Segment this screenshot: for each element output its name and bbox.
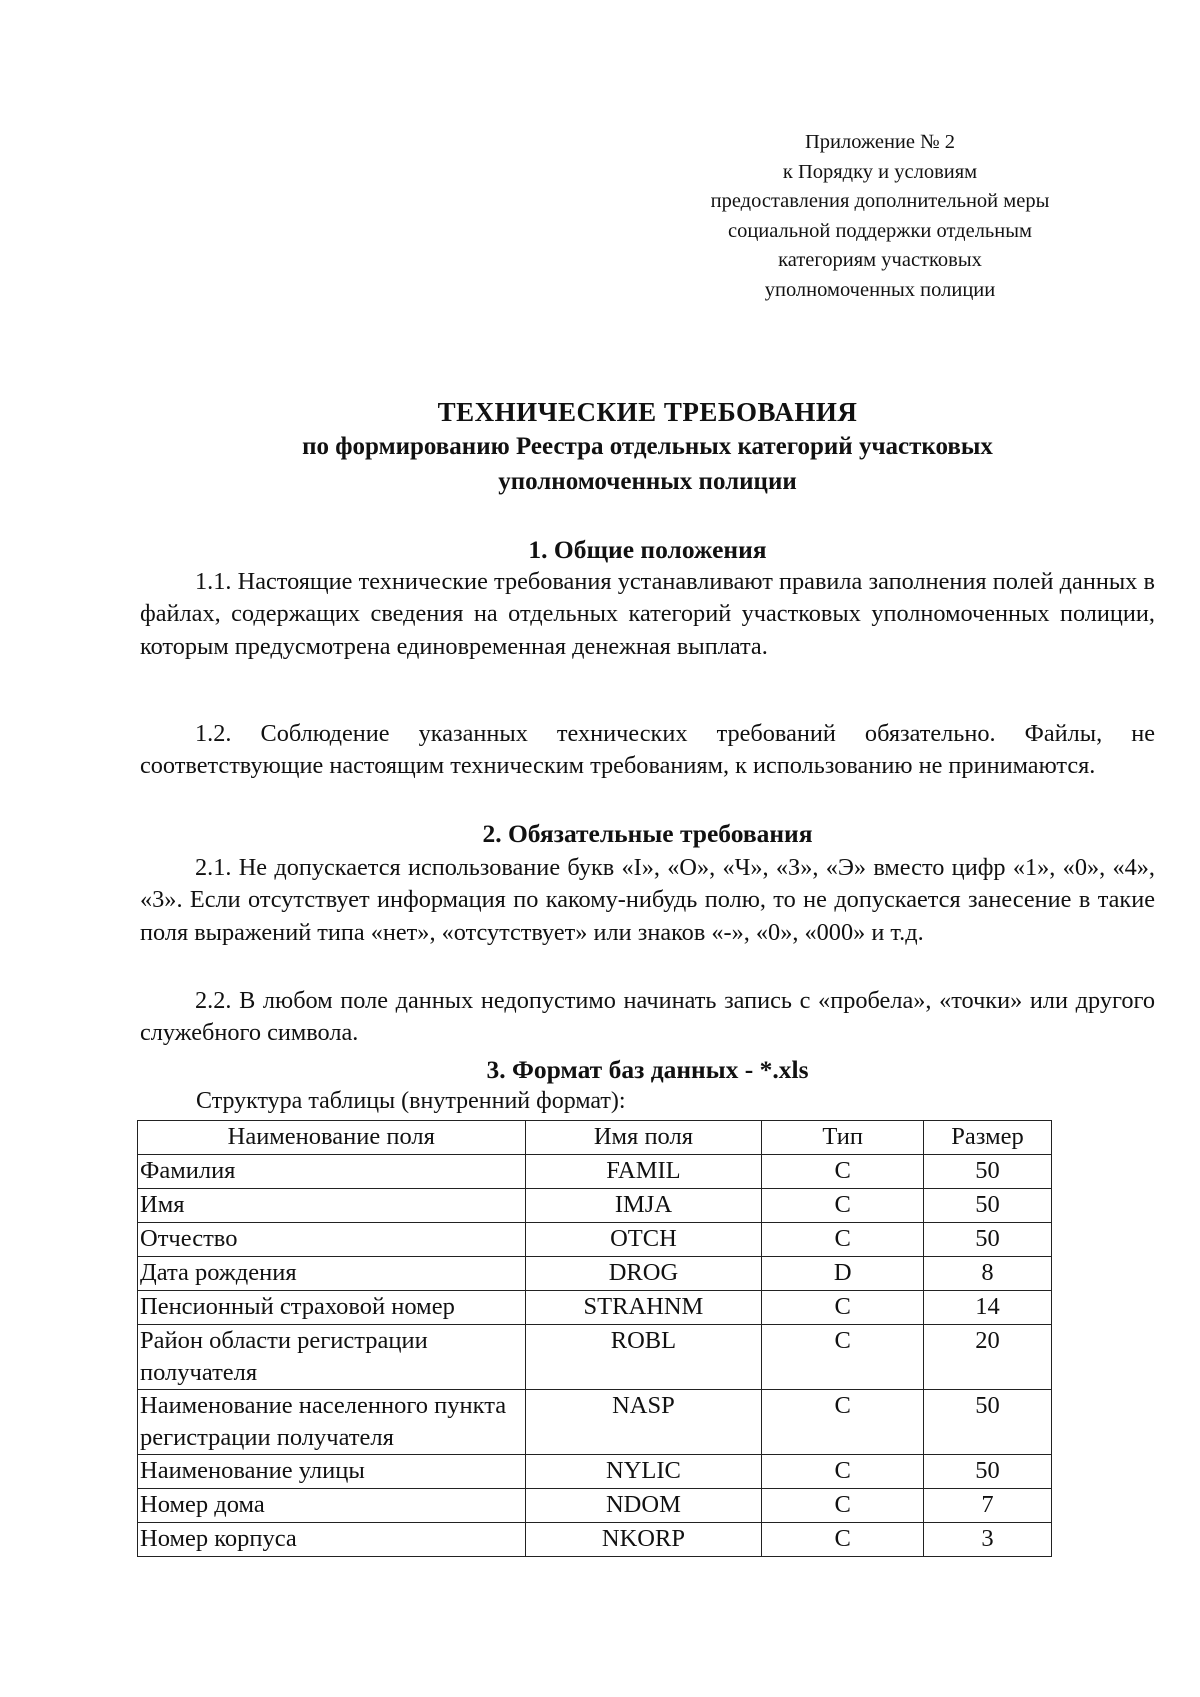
table-row <box>138 1189 1052 1223</box>
field-size-cell: 14 <box>924 1291 1052 1325</box>
annex-line: Приложение № 2 <box>804 131 956 153</box>
annex-line: уполномоченных полиции <box>764 278 996 301</box>
title-sub-line1: по формированию Реестра отдельных категорий участковых <box>302 433 993 460</box>
annex-line: предоставления дополнительной меры <box>710 190 1050 212</box>
field-id-cell: OTCH <box>525 1223 762 1257</box>
field-type-cell: C <box>762 1155 924 1189</box>
table-row <box>138 1390 1052 1455</box>
annex-block <box>640 128 1120 305</box>
table-row <box>138 1257 1052 1291</box>
section-1-heading: 1. Общие положения <box>528 535 767 564</box>
table-row <box>138 1523 1052 1557</box>
paragraph-2-1: 2.1. Не допускается использование букв «I», «О», «Ч», «З», «Э» вместо цифр «1», «0», «4», «3». Если отсутствует информация по какому-нибудь полю, то не допускается занесение в такие поля выражений типа «нет», «отсутствует» или знаков «-», «0», «000» и т.д. <box>140 854 1155 946</box>
field-id-cell: STRAHNM <box>525 1291 762 1325</box>
field-id-cell: FAMIL <box>525 1155 762 1189</box>
field-name-cell: Наименование населенного пункта регистрации получателя <box>138 1390 526 1455</box>
section-2-heading: 2. Обязательные требования <box>482 819 813 848</box>
header-cell: Имя поля <box>525 1121 762 1155</box>
field-name-cell: Номер корпуса <box>138 1523 526 1557</box>
table-row <box>138 1489 1052 1523</box>
field-size-cell: 50 <box>924 1189 1052 1223</box>
field-id-cell: DROG <box>525 1257 762 1291</box>
field-name-cell: Отчество <box>138 1223 526 1257</box>
field-size-cell: 50 <box>924 1155 1052 1189</box>
table-row <box>138 1455 1052 1489</box>
field-size-cell: 20 <box>924 1325 1052 1390</box>
header-cell: Наименование поля <box>138 1121 526 1155</box>
annex-line: категориям участковых <box>778 249 982 271</box>
field-type-cell: C <box>762 1489 924 1523</box>
field-size-cell: 8 <box>924 1257 1052 1291</box>
paragraph-1-2: 1.2. Соблюдение указанных технических требований обязательно. Файлы, не соответствующие настоящим техническим требованиям, к использованию не принимаются. <box>140 720 1155 780</box>
field-type-cell: C <box>762 1455 924 1489</box>
field-type-cell: C <box>762 1291 924 1325</box>
table-row <box>138 1291 1052 1325</box>
field-type-cell: D <box>762 1257 924 1291</box>
field-size-cell: 7 <box>924 1489 1052 1523</box>
paragraph-2-2: 2.2. В любом поле данных недопустимо начинать запись с «пробела», «точки» или другого служебного символа. <box>140 987 1155 1047</box>
field-name-cell: Номер дома <box>138 1489 526 1523</box>
section-3-heading: 3. Формат баз данных - *.xls <box>486 1055 809 1084</box>
structure-table <box>137 1120 1052 1557</box>
title-sub-line2: уполномоченных полиции <box>498 468 797 495</box>
field-name-cell: Район области регистрации получателя <box>138 1325 526 1390</box>
field-type-cell: C <box>762 1325 924 1390</box>
annex-line: к Порядку и условиям <box>782 160 978 183</box>
field-id-cell: NKORP <box>525 1523 762 1557</box>
header-cell: Размер <box>924 1121 1052 1155</box>
field-size-cell: 50 <box>924 1390 1052 1455</box>
field-id-cell: IMJA <box>525 1189 762 1223</box>
field-id-cell: NASP <box>525 1390 762 1455</box>
field-size-cell: 50 <box>924 1223 1052 1257</box>
paragraph-1-1: 1.1. Настоящие технические требования устанавливают правила заполнения полей данных в файлах, содержащих сведения на отдельных категорий участковых уполномоченных полиции, которым предусмотрена единовременная денежная выплата. <box>140 568 1155 660</box>
field-size-cell: 50 <box>924 1455 1052 1489</box>
annex-line: социальной поддержки отдельным <box>727 219 1033 242</box>
table-row <box>138 1325 1052 1390</box>
field-name-cell: Пенсионный страховой номер <box>138 1291 526 1325</box>
field-id-cell: NYLIC <box>525 1455 762 1489</box>
table-header-row <box>138 1121 1052 1155</box>
field-id-cell: NDOM <box>525 1489 762 1523</box>
document-title <box>140 395 1155 499</box>
field-type-cell: C <box>762 1189 924 1223</box>
field-size-cell: 3 <box>924 1523 1052 1557</box>
field-name-cell: Дата рождения <box>138 1257 526 1291</box>
field-name-cell: Фамилия <box>138 1155 526 1189</box>
field-name-cell: Имя <box>138 1189 526 1223</box>
field-type-cell: C <box>762 1390 924 1455</box>
field-id-cell: ROBL <box>525 1325 762 1390</box>
table-intro: Структура таблицы (внутренний формат): <box>196 1088 626 1114</box>
table-row <box>138 1155 1052 1189</box>
title-main: ТЕХНИЧЕСКИЕ ТРЕБОВАНИЯ <box>437 397 858 427</box>
table-row <box>138 1223 1052 1257</box>
field-name-cell: Наименование улицы <box>138 1455 526 1489</box>
field-type-cell: C <box>762 1223 924 1257</box>
field-type-cell: C <box>762 1523 924 1557</box>
header-cell: Тип <box>762 1121 924 1155</box>
